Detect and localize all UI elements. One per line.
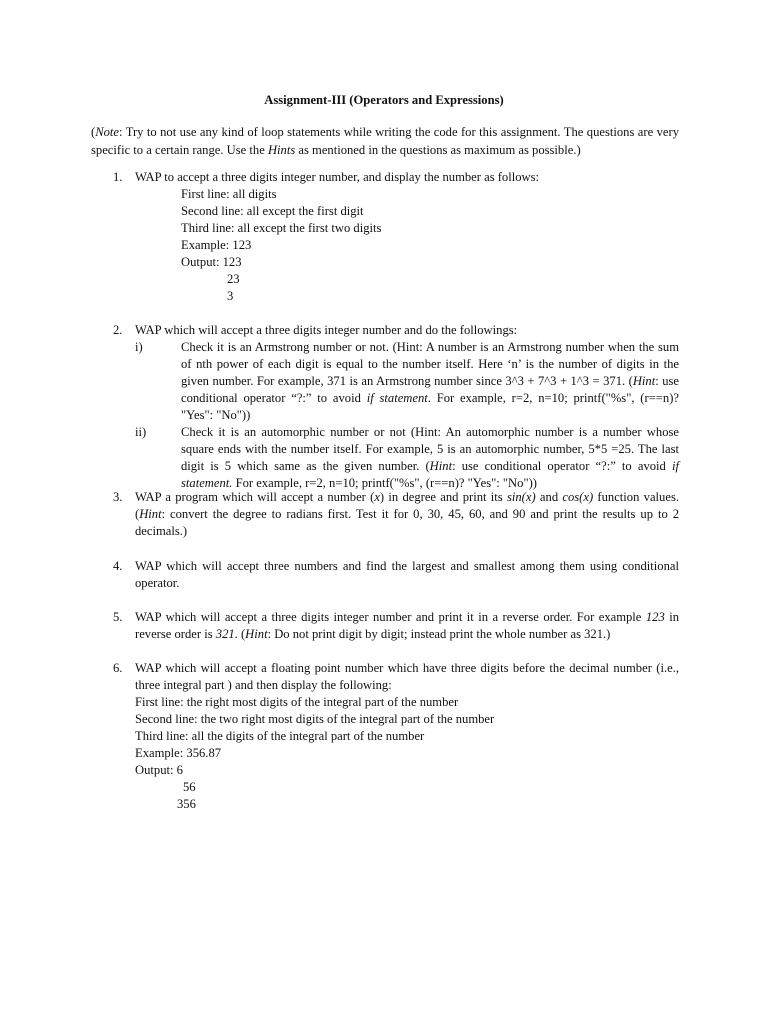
q1-line-third: Third line: all except the first two digits [181,221,382,235]
q6-output-line-2: 56 [183,780,196,794]
note-paragraph [91,123,679,159]
q5-number-321: 321 [215,627,235,641]
sub-number: i) [135,340,143,354]
sub-text: : use conditional operator “?:” to avoid [181,374,679,405]
note-open: ( [91,125,96,139]
q3-text: and [535,490,563,504]
sub-if-statement: if statement. [181,459,679,490]
question-3 [113,489,679,540]
q1-line-second: Second line: all except the first digit [181,204,364,218]
question-2 [113,322,679,492]
sub-text: For example, r=2, n=10; printf("%s", (r==n)? "Yes": "No")) [232,476,537,490]
q5-text: in reverse order is [135,610,679,641]
q6-line-third: Third line: all the digits of the integral part of the number [135,729,425,743]
q6-line-second: Second line: the two right most digits of the integral part of the number [135,712,495,726]
q1-output-line-3: 3 [227,289,234,303]
q1-example: Example: 123 [181,238,252,252]
question-number: 1. [113,170,123,184]
q3-text: ) in degree and print its [379,490,507,504]
sub-text: : use conditional operator “?:” to avoid [452,459,672,473]
note-text-2: as mentioned in the questions as maximum as possible.) [295,143,581,157]
question-intro: WAP which will accept a three digits integer number and do the followings: [135,323,518,337]
q3-text: WAP a program which will accept a number ( [135,490,375,504]
sub-hint: Hint [632,374,656,388]
question-number: 6. [113,661,123,675]
q3-text: function values. ( [135,490,679,521]
q1-line-first: First line: all digits [181,187,277,201]
question-number: 3. [113,490,123,504]
question-1 [113,169,679,305]
q3-cos: cos(x) [562,490,594,504]
q3-var-x: x [374,490,380,504]
q5-text: WAP which will accept a three digits integer number and print it in a reverse order. For example [135,610,646,624]
question-intro: WAP which will accept a floating point number which have three digits before the decimal number (i.e., three integral part ) and then display the following: [135,661,679,692]
q3-hint: Hint [139,507,162,521]
note-hints: Hints [267,143,296,157]
question-number: 4. [113,559,123,573]
q3-text: : convert the degree to radians first. Test it for 0, 30, 45, 60, and 90 and print the results up to 2 decimals.) [135,507,679,538]
q2-sub-ii [113,424,679,492]
sub-text: Check it is an automorphic number or not (Hint: An automorphic number is a number whose square ends with the number itself. For example, 5 is an automorphic number, 5*5 =25. The last digit is 5 which same as the given number. ( [181,425,679,473]
question-number: 5. [113,610,123,624]
sub-if-statement: if statement [366,391,428,405]
q5-text: : Do not print digit by digit; instead print the whole number as 321.) [267,627,611,641]
q6-line-first: First line: the right most digits of the integral part of the number [135,695,459,709]
q6-output: Output: 6 [135,763,183,777]
q1-output-line-2: 23 [227,272,240,286]
page-title: Assignment-III (Operators and Expressions) [264,93,504,107]
q3-sin: sin(x) [506,490,536,504]
note-label: Note [95,125,119,139]
q5-text: . ( [234,627,246,641]
q6-output-line-3: 356 [177,797,196,811]
question-6 [113,660,679,813]
question-5 [113,609,679,643]
q5-number-123: 123 [645,610,665,624]
question-intro: WAP to accept a three digits integer number, and display the number as follows: [135,170,540,184]
sub-text: . For example, r=2, n=10; printf("%s", (r==n)? "Yes": "No")) [181,391,679,422]
question-number: 2. [113,323,123,337]
q1-output: Output: 123 [181,255,242,269]
q4-text: WAP which will accept three numbers and find the largest and smallest among them using conditional operator. [135,559,679,590]
note-text-1: : Try to not use any kind of loop statements while writing the code for this assignment. The questions are very specific to a certain range. Use the [91,125,679,157]
q2-sub-i [113,339,679,424]
sub-text: Check it is an Armstrong number or not. (Hint: A number is an Armstrong number when the sum of nth power of each digit is equal to the number itself. Here ‘n’ is the number of digits in the given number. For example, 371 is an Armstrong number since 3^3 + 7^3 + 1^3 = 371. ( [181,340,679,388]
q6-example: Example: 356.87 [135,746,222,760]
sub-number: ii) [135,425,147,439]
q5-hint: Hint [245,627,268,641]
sub-hint: Hint [429,459,453,473]
question-4 [113,558,679,592]
